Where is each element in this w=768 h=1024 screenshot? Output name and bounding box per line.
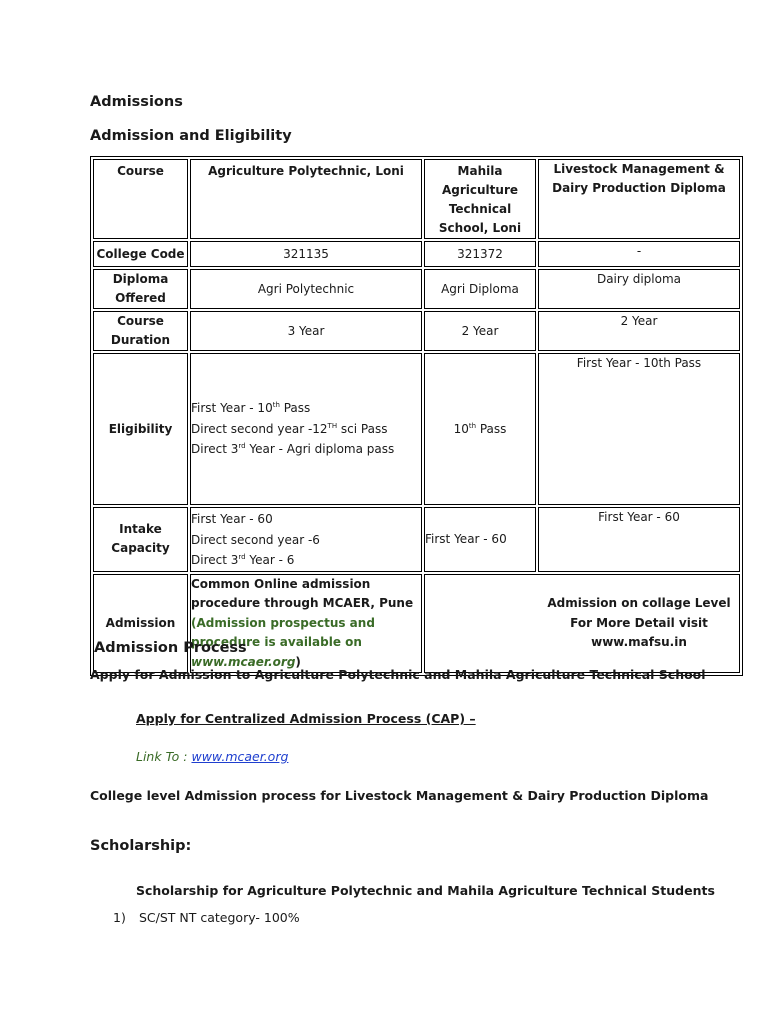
livestock-admission: Admission on collage Level For More Detail visit www.mafsu.in [424,574,740,674]
page-title: Admissions [90,94,183,110]
mahila-college-code: 321372 [424,241,536,267]
mahila-intake: First Year - 60 [424,507,536,572]
mcaer-link[interactable]: www.mcaer.org [191,749,289,764]
header-poly: Agriculture Polytechnic, Loni [190,159,422,239]
scholarship-heading: Scholarship: [90,838,192,854]
table-row [93,311,740,351]
link-label: Link To : [136,749,192,764]
table-row [93,241,740,267]
poly-duration: 3 Year [190,311,422,351]
header-mahila: Mahila Agriculture Technical School, Loni [424,159,536,239]
header-course: Course [93,159,188,239]
college-level-text: College level Admission process for Livestock Management & Dairy Production Diploma [90,788,709,803]
livestock-duration: 2 Year [538,311,740,351]
label-college-code: College Code [93,241,188,267]
poly-eligibility-line: First Year - 10th Pass [191,401,311,416]
list-number: 1) [113,910,126,925]
label-duration: Course Duration [93,311,188,351]
poly-intake: First Year - 60 Direct second year -6 Direct 3rd Year - 6 [190,507,422,572]
link-line [136,749,288,764]
poly-eligibility [190,353,422,505]
cap-link[interactable]: Apply for Centralized Admission Process (CAP) – [136,711,476,726]
mahila-eligibility: 10th Pass [424,353,536,505]
poly-admission: Common Online admission procedure through MCAER, Pune (Admission prospectus and procedure is available on www.mcaer.org) [190,574,422,674]
livestock-college-code: - [538,241,740,267]
apply-text: Apply for Admission to Agriculture Polytechnic and Mahila Agriculture Technical School [90,667,706,682]
admission-process-heading: Admission Process [94,640,247,656]
mahila-duration: 2 Year [424,311,536,351]
list-item [113,910,300,925]
label-intake: Intake Capacity [93,507,188,572]
table-row [93,159,740,239]
list-text: SC/ST NT category- 100% [139,910,300,925]
admission-table [90,156,743,676]
livestock-diploma: Dairy diploma [538,269,740,309]
mcaer-link-inline[interactable]: www.mcaer.org [191,654,296,669]
header-livestock: Livestock Management & Dairy Production Diploma [538,159,740,239]
eligibility-heading: Admission and Eligibility [90,128,292,144]
label-admission: Admission [93,574,188,674]
poly-college-code: 321135 [190,241,422,267]
livestock-intake: First Year - 60 [538,507,740,572]
table-row [93,269,740,309]
table-row [93,353,740,505]
poly-diploma: Agri Polytechnic [190,269,422,309]
label-diploma: Diploma Offered [93,269,188,309]
table-row [93,574,740,674]
label-eligibility: Eligibility [93,353,188,505]
livestock-eligibility: First Year - 10th Pass [538,353,740,505]
poly-eligibility-line: Direct 3rd Year - Agri diploma pass [191,442,395,457]
mahila-diploma: Agri Diploma [424,269,536,309]
scholarship-subtitle: Scholarship for Agriculture Polytechnic and Mahila Agriculture Technical Students [136,883,715,898]
table-row [93,507,740,572]
poly-eligibility-line: Direct second year -12TH sci Pass [191,421,388,436]
